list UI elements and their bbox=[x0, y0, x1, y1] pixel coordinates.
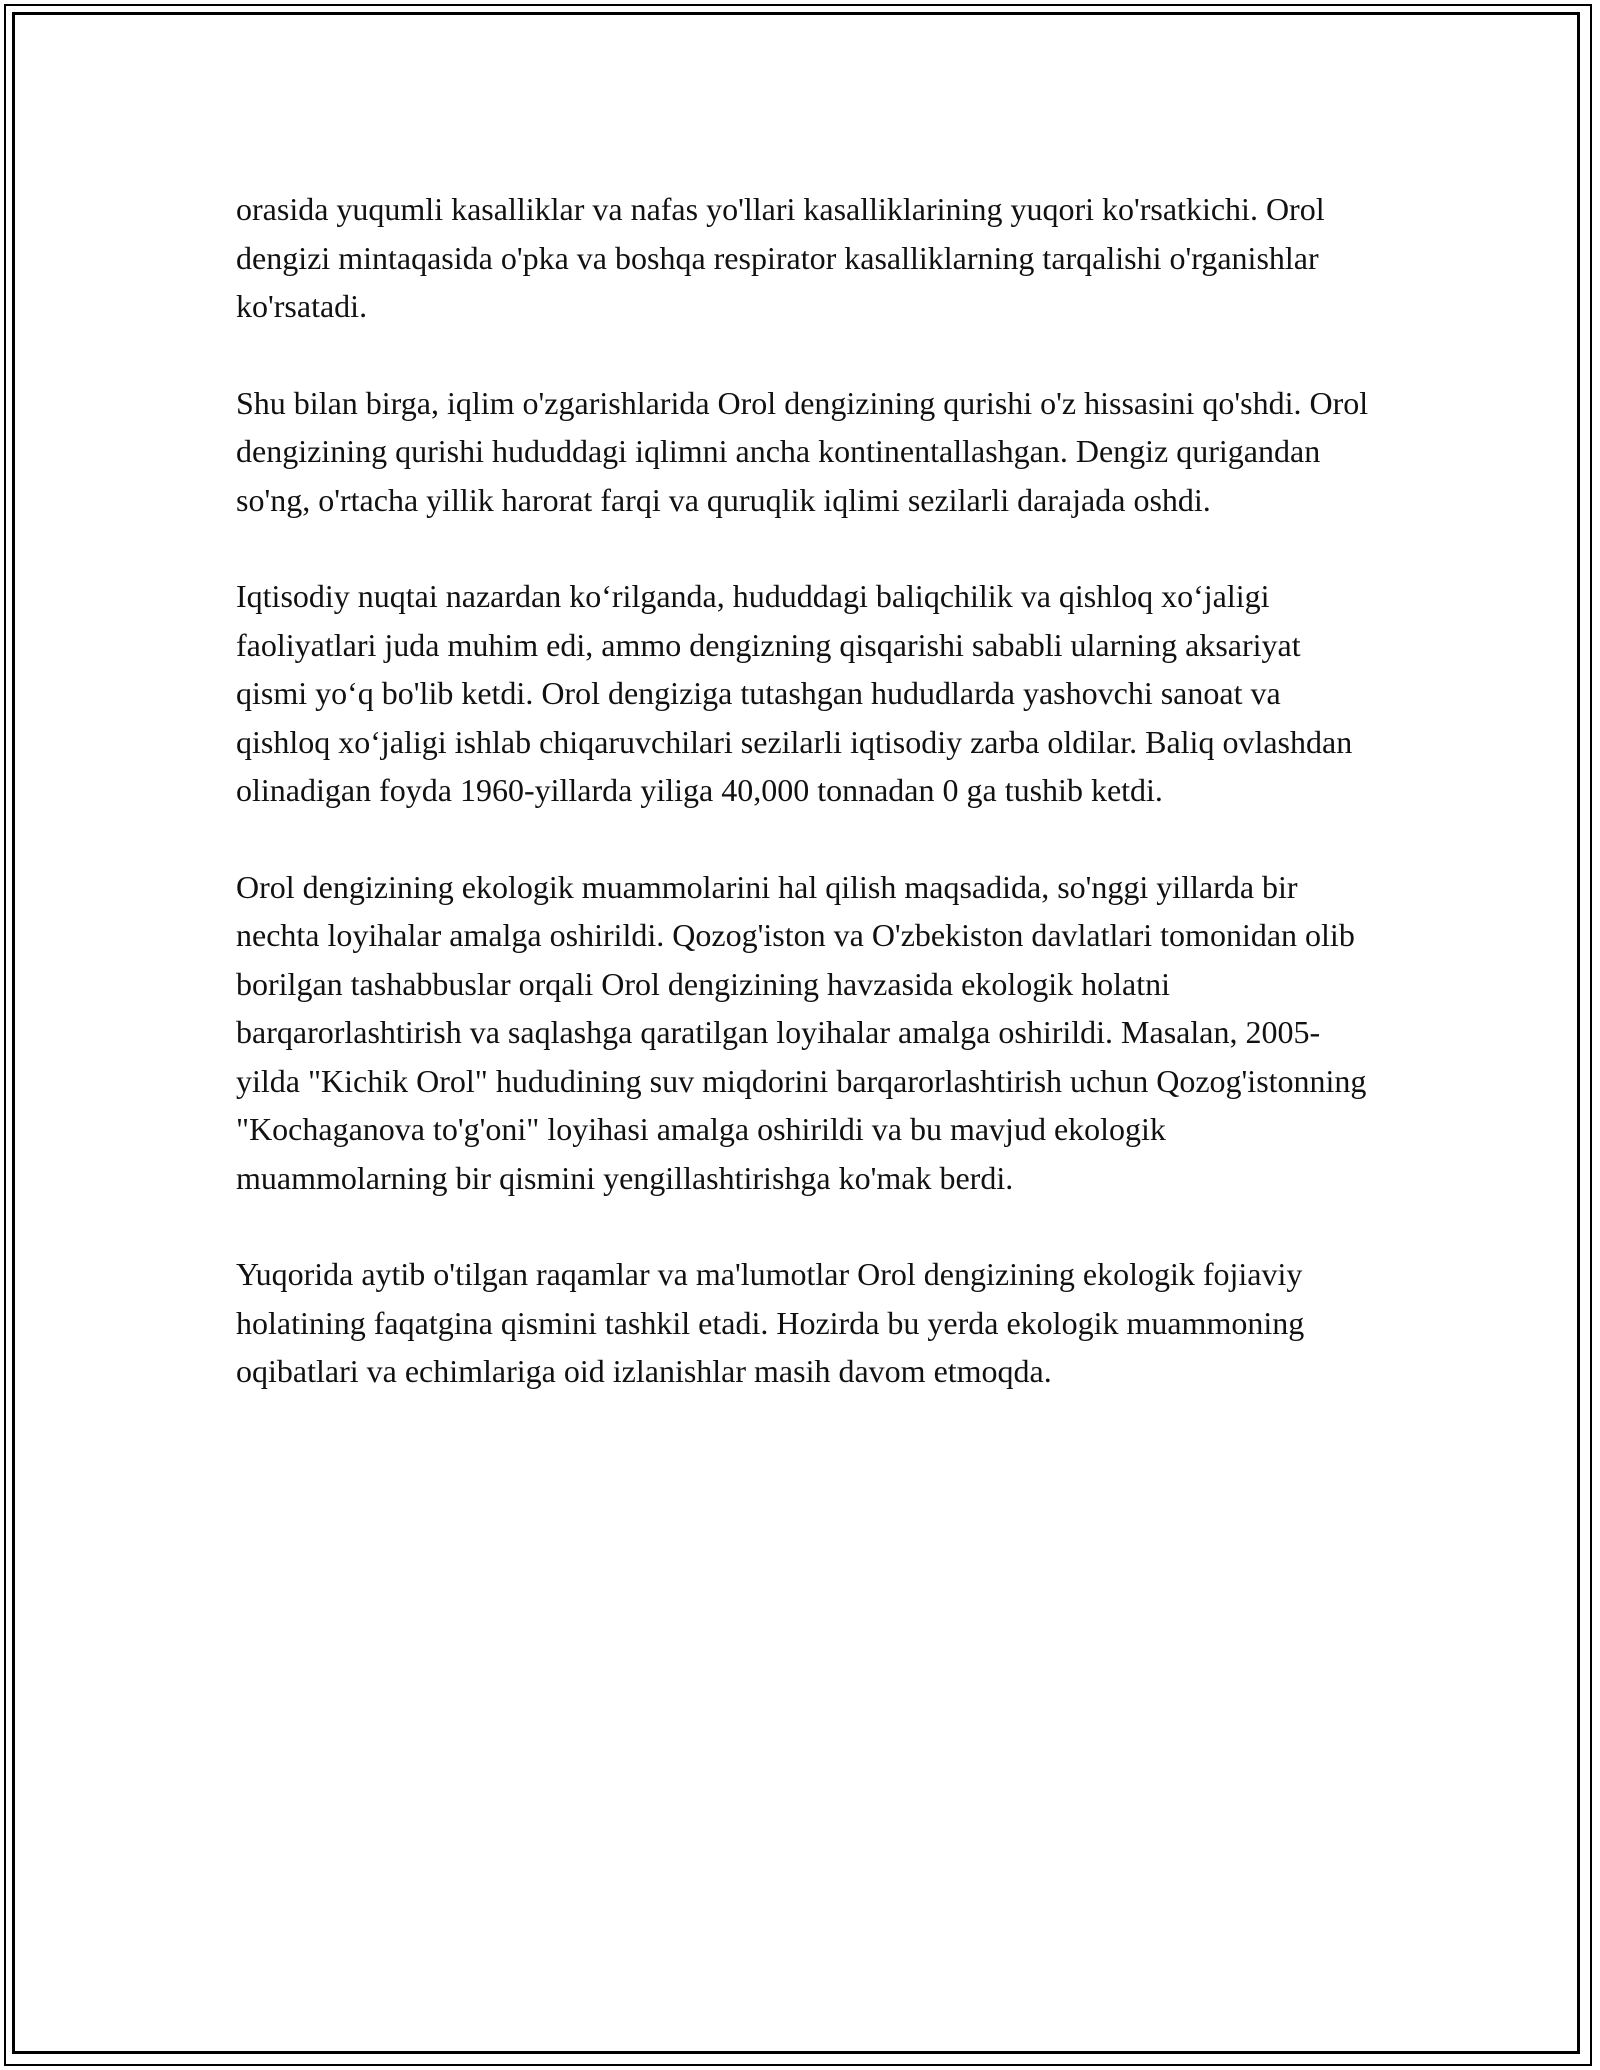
paragraph-economic-impact: Iqtisodiy nuqtai nazardan ko‘rilganda, hududdagi baliqchilik va qishloq xo‘jaligi faoliyatlari juda muhim edi, ammo dengizning qisqarishi sababli ularning aksariyat qismi yo‘q bo'lib ketdi. Orol dengiziga tutashgan hududlarda yashovchi sanoat va qishloq xo‘jaligi ishlab chiqaruvchilari sezilarli iqtisodiy zarba oldilar. Baliq ovlashdan olinadigan foyda 1960-yillarda yiliga 40,000 tonnadan 0 ga tushib ketdi. bbox=[236, 578, 1353, 808]
paragraph-climate-change: Shu bilan birga, iqlim o'zgarishlarida Orol dengizining qurishi o'z hissasini qo'shdi. Orol dengizining qurishi hududdagi iqlimni ancha kontinentallashgan. Dengiz qurigandan so'ng, o'rtacha yillik harorat farqi va quruqlik iqlimi sezilarli darajada oshdi. bbox=[236, 384, 1369, 518]
paragraph-conclusion: Yuqorida aytib o'tilgan raqamlar va ma'lumotlar Orol dengizining ekologik fojiaviy holatining faqatgina qismini tashkil etadi. Hozirda bu yerda ekologik muammoning oqibatlari va echimlariga oid izlanishlar masih davom etmoqda. bbox=[236, 1256, 1305, 1389]
paragraph-respiratory-diseases: orasida yuqumli kasalliklar va nafas yo'llari kasalliklarining yuqori ko'rsatkichi. Orol dengizi mintaqasida o'pka va boshqa respirator kasalliklarning tarqalishi o'rganishlar ko'rsatadi. bbox=[236, 191, 1325, 324]
document-body bbox=[236, 185, 1376, 1444]
paragraph-restoration-projects: Orol dengizining ekologik muammolarini hal qilish maqsadida, so'nggi yillarda bir nechta loyihalar amalga oshirildi. Qozog'iston va O'zbekiston davlatlari tomonidan olib borilgan tashabbuslar orqali Orol dengizining havzasida ekologik holatni barqarorlashtirish va saqlashga qaratilgan loyihalar amalga oshirildi. Masalan, 2005-yilda "Kichik Orol" hududining suv miqdorini barqarorlashtirish uchun Qozog'istonning "Kochaganova to'g'oni" loyihasi amalga oshirildi va bu mavjud ekologik muammolarning bir qismini yengillashtirishga ko'mak berdi. bbox=[236, 868, 1367, 1196]
